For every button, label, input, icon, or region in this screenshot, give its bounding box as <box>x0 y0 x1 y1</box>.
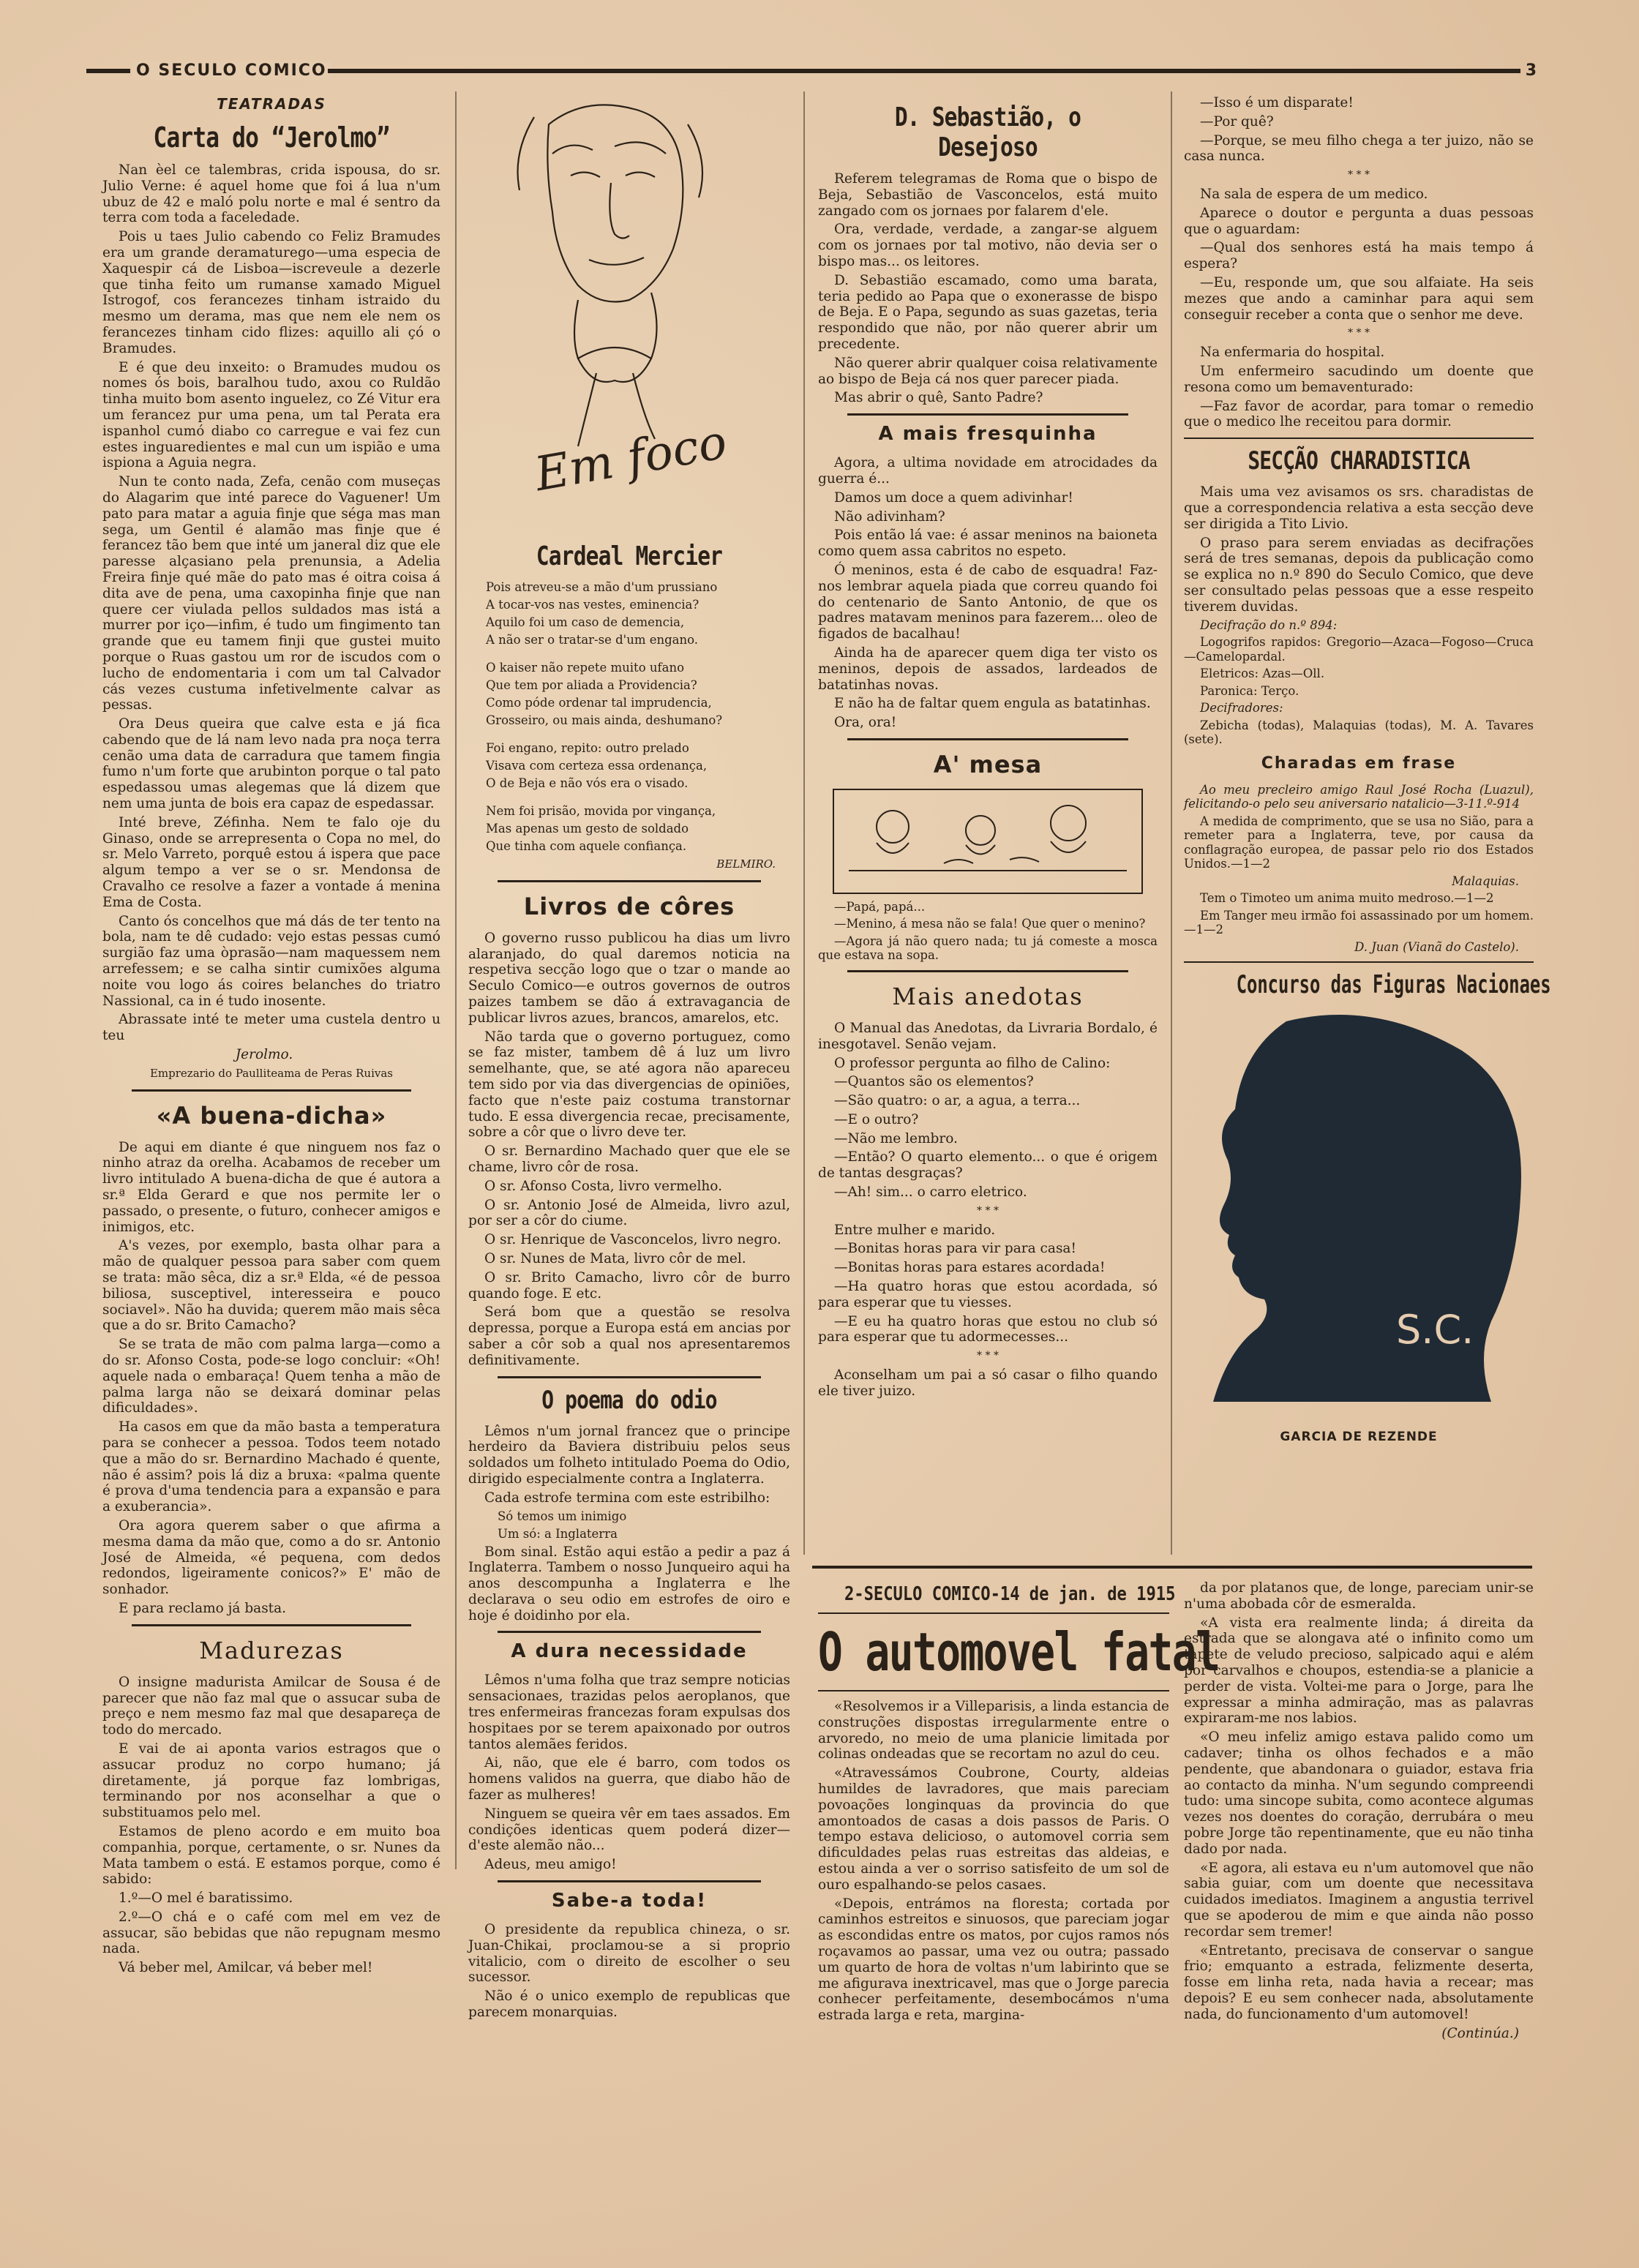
page-number: 3 <box>1525 61 1537 80</box>
paragraph: Ha casos em que da mão basta a temperatura para se conhecer a pessoa. Todos teem notado que a mão do sr. Bernardino Machado é quente, não é assim? pois lá diz a bruxa: «palma quente é prova d'uma tendencia para a expansão e para a exuberancia». <box>102 1419 440 1515</box>
illustration-caption: Em foco <box>530 415 731 503</box>
paragraph: Ai, não, que ele é barro, com todos os homens validos na guerra, que diabo hão de fazer as mulheres! <box>468 1755 790 1803</box>
continued-note: (Continúa.) <box>1441 2025 1519 2041</box>
paragraph: Ainda ha de aparecer quem diga ter visto os meninos, depois de assados, lardeados de batatinhas novas. <box>818 645 1158 693</box>
stars-divider: * * * <box>977 1350 999 1362</box>
paragraph: Nan èel ce talembras, crida ispousa, do sr. Julio Verne: é aquel home que foi á lua n'um ubuz de 42 e maló polu norte e mal é sentro da terra com toda a faceledade. <box>102 162 440 226</box>
paragraph: O sr. Brito Camacho, livro côr de burro quando foge. E etc. <box>468 1269 790 1302</box>
verse-line: Visava com certeza essa ordenança, <box>486 759 708 773</box>
paragraph: Agora, a ultima novidade em atrocidades da guerra é... <box>818 455 1158 487</box>
separator <box>498 1376 761 1378</box>
paragraph: Pois u taes Julio cabendo co Feliz Bramudes era um grande deramaturego—uma especia de Xaquespir cá de Lisboa—iscreveule a dezerle que tinha feito um rumanse xamado Miguel Istrogof, cos ferancezes tinham istraido du mesmo um derama, mas que nem ele nem os ferancezes tinham cido flizes: aquillo ali çó o Bramudes. <box>102 229 440 356</box>
poem <box>468 580 790 873</box>
verse-line: Pois atreveu-se a mão d'um prussiano <box>486 580 718 594</box>
paragraph: Pois então lá vae: é assar meninos na baioneta como quem assa cabritos no espeto. <box>818 527 1158 560</box>
article-title: Livros de côres <box>523 892 735 920</box>
article-body <box>468 1672 790 1873</box>
paragraph: Não é o unico exemplo de republicas que parecem monarquias. <box>468 1989 790 2021</box>
paragraph: Não querer abrir qualquer coisa relativamente ao bispo de Beja cá nos quer parecer piada. <box>818 355 1158 387</box>
paragraph: O governo russo publicou ha dias um livro alaranjado, do qual daremos noticia na respetiva secção logo que o tzar o mande ao Seculo Comico—e outros governos de outros paizes tambem se dão á extravagancia de publicar livros azues, brancos, amarelos, etc. <box>468 930 790 1026</box>
article-title: Sabe-a toda! <box>551 1890 708 1912</box>
paragraph: —Ah! sim... o carro eletrico. <box>834 1184 1027 1201</box>
dialogue-line: —Menino, á mesa não se fala! Que quer o menino? <box>834 917 1146 931</box>
separator <box>498 1631 761 1633</box>
separator <box>847 970 1128 972</box>
paragraph: O praso para serem enviadas as decifrações será de tres semanas, depois da publicação como se explica no n.º 890 do Seculo Comico, que deve ser consultado pelas pessoas que a esse respeito tiverem duvidas. <box>1184 535 1534 615</box>
verse-line: Como póde ordenar tal imprudencia, <box>486 696 712 710</box>
paragraph: Um enfermeiro sacudindo um doente que resona como um bemaventurado: <box>1184 363 1534 395</box>
paragraph: Ora agora querem saber o que afirma a mesma dama da mão que, como a do sr. Antonio José de Almeida, «é pequena, com dedos redondos, ligeiramente conicos?» E' mão de sonhador. <box>102 1517 440 1598</box>
verse-line: Mas apenas um gesto de soldado <box>486 822 689 836</box>
separator <box>132 1089 411 1092</box>
column-1 <box>102 95 440 2246</box>
paragraph: «Resolvemos ir a Villeparisis, a linda estancia de construções dispostas irregularmente entre o arvoredo, no meio de uma planicie limitada por colinas ondeadas que se recortam no azul do ceu. <box>818 1699 1169 1762</box>
charades <box>1184 783 1534 955</box>
separator <box>498 880 761 882</box>
silhouette-caption: GARCIA DE REZENDE <box>1280 1430 1438 1445</box>
paragraph: «Atravessámos Coubrone, Courty, aldeias humildes de lavradores, que mais pareciam povoações longinquas da provincia do que amontoados de casas a dois passos de Paris. O tempo estava delicioso, o automovel corria sem dificuldades pelas ruas estreitas das aldeias, e estou ainda a ver o sorriso satisfeito de um sol de ouro espalhando-se pelos casaes. <box>818 1765 1169 1893</box>
paragraph: —Quantos são os elementos? <box>834 1074 1034 1090</box>
cartoon-dialogue <box>818 900 1158 963</box>
separator <box>132 1624 411 1626</box>
article-body <box>468 931 790 1369</box>
paragraph: —Não me lembro. <box>834 1130 958 1146</box>
paragraph: «A vista era realmente linda; á direita da estrada que se alongava até o infinito como um tapete de veludo precioso, salpicado aqui e além por carvalhos e choupos, estendia-se a planicie a perder de vista. Voltei-me para o Jorge, para lhe expressar a minha admiração, mas as palavras expiraram-me nos labios. <box>1184 1615 1534 1727</box>
paragraph: O sr. Bernardino Machado quer que ele se chame, livro côr de rosa. <box>468 1144 790 1175</box>
paragraph: —Bonitas horas para vir para casa! <box>834 1241 1076 1257</box>
article-title: Mais anedotas <box>892 982 1084 1010</box>
article-title: Cardeal Mercier <box>536 541 723 571</box>
paragraph: Decifradores: <box>1200 701 1283 716</box>
paragraph: O presidente da republica chineza, o sr. Juan-Chikai, proclamou-se a si proprio vitalicio, com o direito de escolher o seu sucessor. <box>468 1922 790 1986</box>
paragraph: Entre mulher e marido. <box>834 1222 996 1238</box>
paragraph: O insigne madurista Amilcar de Sousa é de parecer que não faz mal que o assucar suba de preço e nem mesmo faz mal que desapareça de todo do mercado. <box>102 1674 440 1738</box>
dialogue-line: —Papá, papá... <box>834 899 926 914</box>
serial-story-left <box>818 1580 1220 2246</box>
separator <box>1184 438 1534 439</box>
paragraph: A medida de comprimento, que se usa no Sião, para a remeter para a Inglaterra, teve, por causa da conflagração europea, de passar pelo rio dos Estados Unidos.—1—2 <box>1184 814 1534 871</box>
separator <box>847 738 1128 740</box>
paragraph: De aqui em diante é que ninguem nos faz o ninho atraz da orelha. Acabamos de receber um livro intitulado A buena-dicha de que é autora a sr.ª Elda Gerard e que nos permite ler o passado, o presente, o futuro, conhecer amigos e inimigos, etc. <box>102 1139 440 1235</box>
column-2 <box>468 95 790 2246</box>
article-title: A dura necessidade <box>511 1640 748 1663</box>
paragraph: —Bonitas horas para estares acordada! <box>834 1260 1106 1276</box>
paragraph: Não adivinham? <box>834 508 945 525</box>
article-title: O poema do odio <box>541 1385 717 1415</box>
paragraph: Estamos de pleno acordo e em muito boa companhia, porque, certamente, o sr. Nunes da Mata tambem o está. E estamos porque, como é sabido: <box>102 1823 440 1888</box>
paragraph: Adeus, meu amigo! <box>484 1857 617 1873</box>
section-title: Concurso das Figuras Nacionaes <box>1236 970 1551 1000</box>
anecdotes-continued <box>1184 95 1534 430</box>
verse-line: Que tem por aliada a Providencia? <box>486 678 697 692</box>
separator <box>847 413 1128 416</box>
paragraph: —Eu, responde um, que sou alfaiate. Ha seis mezes que ando a caminhar para aqui sem conseguir receber a conta que o senhor me deve. <box>1184 274 1534 323</box>
article-body <box>468 1922 790 2021</box>
paragraph: Abrassate inté te meter uma custela dentro u teu <box>102 1012 440 1044</box>
paragraph: —E o outro? <box>834 1111 919 1127</box>
paragraph: Ora Deus queira que calve esta e já fica cabendo que de lá nam levo nada pra noça terra cenão uma data de carradura que tamem fingia fumo n'um forte que arubinton porque o tal pato espedassou umas alegemas que lá dizem que nem uma junta de bois era capaz de espedassar. <box>102 716 440 812</box>
verse-line: Foi engano, repito: outro prelado <box>486 741 689 755</box>
paragraph: Em Tanger meu irmão foi assassinado por um homem.—1—2 <box>1184 908 1534 937</box>
paragraph: Damos um doce a quem adivinhar! <box>834 489 1073 506</box>
verse-gap <box>468 650 790 658</box>
stars-divider: * * * <box>1348 169 1370 181</box>
paragraph: —Porque, se meu filho chega a ter juizo, não se casa nunca. <box>1184 132 1534 165</box>
paragraph: Nun te conto nada, Zefa, cenão com museças do Alagarim que inté parece do Vaguener! Um pato para matar a aguia finje que séga mas man sega, um Gentil é alamão mas finje que é ferancez tão bem que inté um janeral diz que ele paresse alçasiano pela prenunsia, a Adelia Freira finje qué mãe do pato mas é oitra coisa á dita ave de pena, uma caxopinha finje que nan quere cer viulada pellos suldados mas istá a murrer por iço—infim, é tudo um fingimento tan grande que eu tamem finji que gustei muito porque o Ruas gastou um ror de iscudos com o lucho de endomentaria i com um tal Calvador cás vezes custuma infetivelmente calvar as pessas. <box>102 474 440 713</box>
paragraph: Referem telegramas de Roma que o bispo de Beja, Sebastião de Vasconcelos, está muito zangado com os jornaes por falarem d'ele. <box>818 171 1158 219</box>
column-divider <box>455 91 457 1869</box>
signature: D. Juan (Vianã do Castelo). <box>1354 939 1519 954</box>
article-title: Madurezas <box>199 1636 344 1664</box>
paragraph: Na enfermaria do hospital. <box>1200 345 1385 361</box>
signature: Malaquias. <box>1452 874 1519 888</box>
article-title: A' mesa <box>933 750 1043 778</box>
paragraph: O sr. Afonso Costa, livro vermelho. <box>484 1178 722 1194</box>
paragraph: E vai de ai aponta varios estragos que o assucar produz no corpo humano; já diretamente, já porque faz lombrigas, terminando por nos aconselhar a que o substituamos pelo mel. <box>102 1741 440 1821</box>
separator <box>1184 961 1534 963</box>
article-body <box>102 162 440 1082</box>
story-body <box>818 1699 1169 2024</box>
paragraph: 1.º—O mel é baratissimo. <box>119 1890 293 1907</box>
paragraph: E não ha de faltar quem engula as batatinhas. <box>834 696 1151 712</box>
portrait-illustration <box>468 95 790 534</box>
article-body <box>818 455 1158 731</box>
stars-divider: * * * <box>977 1204 999 1217</box>
paragraph: Zebicha (todas), Malaquias (todas), M. A. Tavares (sete). <box>1184 718 1534 747</box>
paragraph: «Depois, entrámos na floresta; cortada por caminhos estreitos e sinuosos, que pareciam jogar as escondidas entre os matos, por cujos ramos nós roçavamos ao passar, uma vez ou outra; passado um quarto de hora de voltas n'um labirinto que se me afigurava inextricavel, mas que o Jorge parecia conhecer perfeitamente, desembocámos n'uma estrada larga e reta, margina- <box>818 1896 1169 2024</box>
dialogue-line: —Agora já não quero nada; tu já comeste a mosca que estava na sopa. <box>818 934 1158 963</box>
verse-line: Aquilo foi um caso de demencia, <box>486 615 685 629</box>
header-title: O SECULO COMICO <box>132 61 331 80</box>
separator <box>498 1880 761 1882</box>
dinner-illustration <box>833 789 1143 894</box>
paragraph: da por platanos que, de longe, pareciam unir-se n'uma abobada côr de esmeralda. <box>1184 1580 1534 1612</box>
paragraph: —Isso é um disparate! <box>1200 95 1354 110</box>
verse-line: Que tinha com aquele confiança. <box>486 839 687 853</box>
section-title: SECÇÃO CHARADISTICA <box>1248 446 1470 476</box>
paragraph: Não tarda que o governo portuguez, como se faz mister, tambem dê á luz um livro semelhante, que, se até agora não apareceu tem sido por via das divergencias de opiniões, facto que n'este paiz costuma transtornar tudo. E essa divergencia recae, precisamente, sobre a côr que o livro deve ter. <box>468 1029 790 1141</box>
header-rule-right <box>328 69 1520 73</box>
paragraph: —Faz favor de acordar, para tomar o remedio que o medico lhe receitou para dormir. <box>1184 398 1534 430</box>
section-rule <box>812 1566 1532 1569</box>
article-body <box>468 1424 790 1624</box>
verse-line: O de Beja e não vós era o visado. <box>486 776 689 790</box>
paragraph: Lêmos n'uma folha que traz sempre noticias sensacionaes, trazidas pelos aeroplanos, que tres enfermeiras francezas foram expulsas dos hospitaes por se terem apaixonado por outros tantos alemães feridos. <box>468 1672 790 1752</box>
paragraph: Tem o Timoteo um anima muito medroso.—1—2 <box>1200 891 1494 906</box>
paragraph: —E eu ha quatro horas que estou no club só para esperar que tu adormecesses... <box>818 1313 1158 1345</box>
verse-gap <box>468 731 790 738</box>
article-body <box>818 1021 1158 1400</box>
article-body <box>818 171 1158 406</box>
column-4 <box>1184 95 1551 1566</box>
paragraph: Eletricos: Azas—Oll. <box>1200 666 1325 681</box>
garcia-de-rezende-silhouette-icon <box>1184 1007 1534 1416</box>
verse-line: O kaiser não repete muito ufano <box>486 661 685 675</box>
article-title: A mais fresquinha <box>878 423 1098 446</box>
paragraph: Paronica: Terço. <box>1200 683 1299 698</box>
verse-line: A não ser o tratar-se d'um engano. <box>486 633 699 647</box>
verse-line: Grosseiro, ou mais ainda, deshumano? <box>486 713 723 727</box>
paragraph: Na sala de espera de um medico. <box>1200 186 1428 202</box>
signature: Jerolmo. <box>235 1047 293 1063</box>
separator <box>818 1690 1169 1691</box>
paragraph: Bom sinal. Estão aqui estão a pedir a paz á Inglaterra. Tambem o nosso Junqueiro aqui ha anos descompunha a Inglaterra e lhe declarava o seu odio em estrofes de oiro e hoje é doidinho por ela. <box>468 1544 790 1623</box>
paragraph: Ó meninos, esta é de cabo de esquadra! Faz-nos lembrar aquela piada que correu quando foi do centenario de Santo Antonio, de que os padres matavam meninos para fazerem... oleo de figados de bacalhau! <box>818 562 1158 642</box>
paragraph: «O meu infeliz amigo estava palido como um cadaver; tinha os olhos fechados e a mão pendente, que abandonara o guiador, estava fria ao contacto da minha. N'um segundo compreendi tudo: uma sincope subita, como acontece algumas vezes nos doentes do coração, derrubára o meu pobre Jorge tão repentinamente, que eu não tinha dado por nada. <box>1184 1730 1534 1857</box>
poem-signature: BELMIRO. <box>716 857 776 871</box>
signature-role: Emprezario do Paulliteama de Peras Ruivas <box>149 1066 394 1080</box>
paragraph: 2.º—O chá e o café com mel em vez de assucar, são bebidas que não repugnam mesmo nada. <box>102 1909 440 1957</box>
article-body <box>102 1140 440 1617</box>
separator <box>818 1612 1169 1614</box>
paragraph: Ao meu precleiro amigo Raul José Rocha (Luazul), felicitando-o pelo seu aniversario natalicio—3-11.º-914 <box>1184 782 1534 811</box>
paragraph: —Ha quatro horas que estou acordada, só para esperar que tu viesses. <box>818 1279 1158 1310</box>
column-divider <box>803 91 805 1555</box>
paragraph: «Entretanto, precisava de conservar o sangue frio; emquanto a estrada, felizmente deserta, fosse em linha reta, nada havia a recear; mas depois? E eu sem conhecer nada, absolutamente nada, do funcionamento d'um automovel! <box>1184 1942 1534 2022</box>
section-title: Charadas em frase <box>1261 754 1457 773</box>
paragraph: Ora, ora! <box>834 715 897 731</box>
article-body <box>102 1675 440 1976</box>
verse-line: Nem foi prisão, movida por vingança, <box>486 804 716 818</box>
paragraph: —Qual dos senhores está ha mais tempo á espera? <box>1184 240 1534 272</box>
paragraph: Canto ós concelhos que má dás de ter tento na bola, nam te dê cudado: vejo estas pessas cumó surgião faz uma òprasão—nam maquessem nem arrefessem; e se calha sintir cumixões alguma noite vou logo ás coires belanches do triatro Nassional, ca in é tudo inosente. <box>102 913 440 1009</box>
article-title: D. Sebastião, o Desejoso <box>894 102 1081 162</box>
paragraph: Aparece o doutor e pergunta a duas pessoas que o aguardam: <box>1184 205 1534 237</box>
paragraph: —Então? O quarto elemento... o que é origem de tantas desgraças? <box>818 1149 1158 1182</box>
column-divider <box>1171 91 1172 1555</box>
paragraph: E é que deu inxeito: o Bramudes mudou os nomes ós bois, baralhou tudo, axou co Ruldão tinha muito bom asento inguelez, co Zé Vitur era um ferancez pur uma pena, um tal Perata era ispanhol cumó diabo co carregue e vai fez cun estes inguaredientes e mal cun um ispião e uma ispiona a Aguia negra. <box>102 359 440 471</box>
paragraph: Ninguem se queira vêr em taes assados. Em condições identicas quem poderá dizer—d'este alemão não... <box>468 1806 790 1854</box>
verse-line: A tocar-vos nas vestes, eminencia? <box>486 598 700 612</box>
decifrations <box>1184 618 1534 747</box>
paragraph: Logogrifos rapidos: Gregorio—Azaca—Fogoso—Cruca—Camelopardal. <box>1184 635 1534 664</box>
paragraph: Será bom que a questão se resolva depressa, porque a Europa está em ancias por saber a côr sob a qual nos apresentaremos definitivamente. <box>468 1304 790 1368</box>
paragraph: A's vezes, por exemplo, basta olhar para a mão de qualquer pessoa para saber com quem se trata: mão sêca, diz a sr.ª Elda, «é de pessoa biliosa, susceptivel, interesseira e pouco sociavel». Não ha duvida; querem mão mais sêca que a do sr. Brito Camacho? <box>102 1238 440 1334</box>
paragraph: Ora, verdade, verdade, a zangar-se alguem com os jornaes por tal motivo, não devia ser o bispo mas... os leitores. <box>818 222 1158 269</box>
serial-story-right <box>1184 1580 1534 2246</box>
story-title: O automovel fatal <box>818 1621 1220 1683</box>
paragraph: Decifração do n.º 894: <box>1200 617 1338 632</box>
silhouette-figure <box>1184 1007 1534 1460</box>
column-3 <box>818 95 1158 1551</box>
paragraph: O Manual das Anedotas, da Livraria Bordalo, é inesgotavel. Senão vejam. <box>818 1020 1158 1052</box>
paragraph: Vá beber mel, Amilcar, vá beber mel! <box>119 1960 373 1976</box>
paragraph: Lêmos n'um jornal francez que o principe herdeiro da Baviera distribuiu pelos seus soldados um folheto intitulado Poema do Odio, dirigido especialmente contra a Inglaterra. <box>468 1423 790 1487</box>
family-dinner-icon <box>834 790 1141 890</box>
paragraph: D. Sebastião escamado, como uma barata, teria pedido ao Papa que o exonerasse de bispo de Beja. E o Papa, segundo as suas gazetas, teria respondido que não, por não querer abrir um precedente. <box>818 272 1158 352</box>
paragraph: «E agora, ali estava eu n'um automovel que não sabia guiar, com um doente que necessitava cuidados imediatos. Imaginem a angustia terrivel que se apoderou de mim e que ainda não posso recordar sem tremer! <box>1184 1860 1534 1940</box>
stars-divider: * * * <box>1348 327 1370 339</box>
paragraph: O sr. Nunes de Mata, livro côr de mel. <box>484 1250 746 1266</box>
paragraph: Se se trata de mão com palma larga—como a do sr. Afonso Costa, pode-se logo concluir: «Oh! aquele nada o embaraça! Quem tenha a mão de palma larga não se deixará dominar pelas dificuldades». <box>102 1337 440 1416</box>
paragraph: Inté breve, Zéfinha. Nem te falo oje du Ginaso, onde se arrepresenta o Copa no mel, do sr. Melo Varreto, porquê estou á ispera que pace algum tempo a ver se o sr. Mendonsa de Cravalho ce resolve a fazer a vontade á menina Ema de Costa. <box>102 814 440 910</box>
paragraph: O sr. Antonio José de Almeida, livro azul, por ser a côr do ciume. <box>468 1197 790 1229</box>
paragraph: Mas abrir o quê, Santo Padre? <box>834 390 1043 406</box>
section-body <box>1184 484 1534 615</box>
verse-line: Só temos um inimigo <box>498 1509 627 1523</box>
paragraph: O professor pergunta ao filho de Calino: <box>834 1055 1111 1071</box>
article-title: Carta do “Jerolmo” <box>153 121 390 154</box>
paragraph: Aconselham um pai a só casar o filho quando ele tiver juizo. <box>818 1367 1158 1399</box>
paragraph: —Por quê? <box>1200 113 1274 129</box>
dateline: 2-SECULO COMICO-14 de jan. de 1915 <box>844 1583 1176 1605</box>
paragraph: —São quatro: o ar, a agua, a terra... <box>834 1093 1081 1109</box>
section-kicker: TEATRADAS <box>217 95 326 113</box>
paragraph: O sr. Henrique de Vasconcelos, livro negro. <box>484 1232 781 1248</box>
paragraph: Mais uma vez avisamos os srs. charadistas de que a correspondencia relativa a esta secção deve ser dirigida a Tito Livio. <box>1184 484 1534 532</box>
page-header <box>86 61 1550 78</box>
header-rule-left <box>86 69 130 73</box>
verse-gap <box>468 794 790 801</box>
paragraph: E para reclamo já basta. <box>119 1600 287 1616</box>
paragraph: Cada estrofe termina com este estribilho: <box>484 1490 770 1506</box>
verse-line: Um só: a Inglaterra <box>498 1526 618 1541</box>
silhouette-initials: S.C. <box>1396 1307 1474 1353</box>
article-title: «A buena-dicha» <box>156 1101 387 1130</box>
